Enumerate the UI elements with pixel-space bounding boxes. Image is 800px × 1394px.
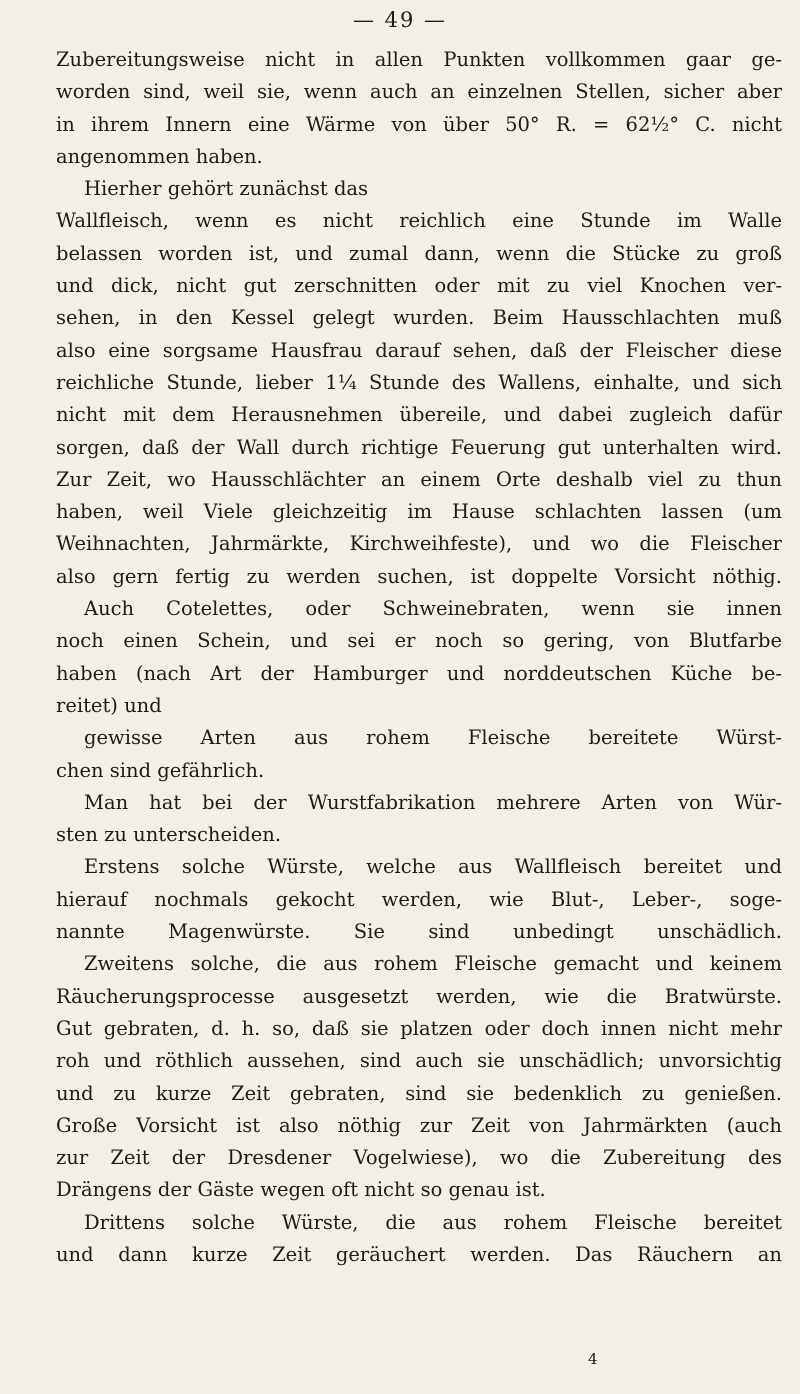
text-line: sorgen, daß der Wall durch richtige Feuerung gut unterhalten wird. <box>56 435 782 459</box>
text-line: Gut gebraten, d. h. so, daß sie platzen oder doch innen nicht mehr <box>56 1016 782 1040</box>
text-line: Man hat bei der Wurstfabrikation mehrere Arten von Wür- <box>84 790 782 814</box>
text-line: chen sind gefährlich. <box>56 758 265 782</box>
text-line: gewisse Arten aus rohem Fleische bereitete Würst- <box>84 726 782 750</box>
text-line: Weihnachten, Jahrmärkte, Kirchweihfeste), und wo die Fleischer <box>56 532 782 556</box>
signature-mark: 4 <box>588 1350 598 1368</box>
text-line: Wallfleisch, wenn es nicht reichlich eine Stunde im Walle <box>56 209 782 233</box>
text-line: Erstens solche Würste, welche aus Wallfleisch bereitet und <box>84 855 782 879</box>
text-line: Drängens der Gäste wegen oft nicht so genau ist. <box>56 1178 546 1202</box>
text-line: hierauf nochmals gekocht werden, wie Blut-, Leber-, soge- <box>56 887 782 911</box>
body-text <box>56 44 782 1271</box>
text-line: belassen worden ist, und zumal dann, wenn die Stücke zu groß <box>56 241 782 265</box>
page-number: — 49 — <box>352 8 448 32</box>
text-line: also eine sorgsame Hausfrau darauf sehen, daß der Fleischer diese <box>56 338 782 362</box>
text-line: in ihrem Innern eine Wärme von über 50° R. = 62½° C. nicht <box>56 112 782 136</box>
text-line: Zur Zeit, wo Hausschlächter an einem Orte deshalb viel zu thun <box>56 467 782 491</box>
text-line: sehen, in den Kessel gelegt wurden. Beim Hausschlachten muß <box>56 306 782 330</box>
text-line: Zubereitungsweise nicht in allen Punkten vollkommen gaar ge- <box>56 48 782 71</box>
text-line: worden sind, weil sie, wenn auch an einzelnen Stellen, sicher aber <box>56 80 782 104</box>
text-line: Zweitens solche, die aus rohem Fleische gemacht und keinem <box>84 952 782 976</box>
text-line: nannte Magenwürste. Sie sind unbedingt unschädlich. <box>56 920 782 944</box>
text-line: Hierher gehört zunächst das <box>84 177 369 201</box>
text-line: zur Zeit der Dresdener Vogelwiese), wo die Zubereitung des <box>56 1146 782 1170</box>
text-line: angenommen haben. <box>56 144 263 168</box>
text-line: Große Vorsicht ist also nöthig zur Zeit von Jahrmärkten (auch <box>56 1113 782 1137</box>
text-line: haben, weil Viele gleichzeitig im Hause schlachten lassen (um <box>56 500 782 524</box>
text-line: sten zu unterscheiden. <box>56 823 282 847</box>
text-line: und dann kurze Zeit geräuchert werden. Das Räuchern an <box>56 1242 782 1266</box>
text-line: also gern fertig zu werden suchen, ist doppelte Vorsicht nöthig. <box>56 564 782 588</box>
text-line: haben (nach Art der Hamburger und norddeutschen Küche be- <box>56 661 782 685</box>
text-line: Räucherungsprocesse ausgesetzt werden, wie die Bratwürste. <box>56 984 782 1008</box>
text-line: und zu kurze Zeit gebraten, sind sie bedenklich zu genießen. <box>56 1081 782 1105</box>
text-line: roh und röthlich aussehen, sind auch sie unschädlich; unvorsichtig <box>56 1049 782 1073</box>
text-line: noch einen Schein, und sei er noch so gering, von Blutfarbe <box>56 629 782 653</box>
text-line: Drittens solche Würste, die aus rohem Fleische bereitet <box>84 1210 782 1234</box>
text-line: reitet) und <box>56 693 162 717</box>
text-line: Auch Cotelettes, oder Schweinebraten, wenn sie innen <box>84 597 782 621</box>
text-line: reichliche Stunde, lieber 1¼ Stunde des Wallens, einhalte, und sich <box>56 370 782 394</box>
text-line: nicht mit dem Herausnehmen übereile, und dabei zugleich dafür <box>56 403 782 427</box>
text-line: und dick, nicht gut zerschnitten oder mit zu viel Knochen ver- <box>56 274 782 298</box>
